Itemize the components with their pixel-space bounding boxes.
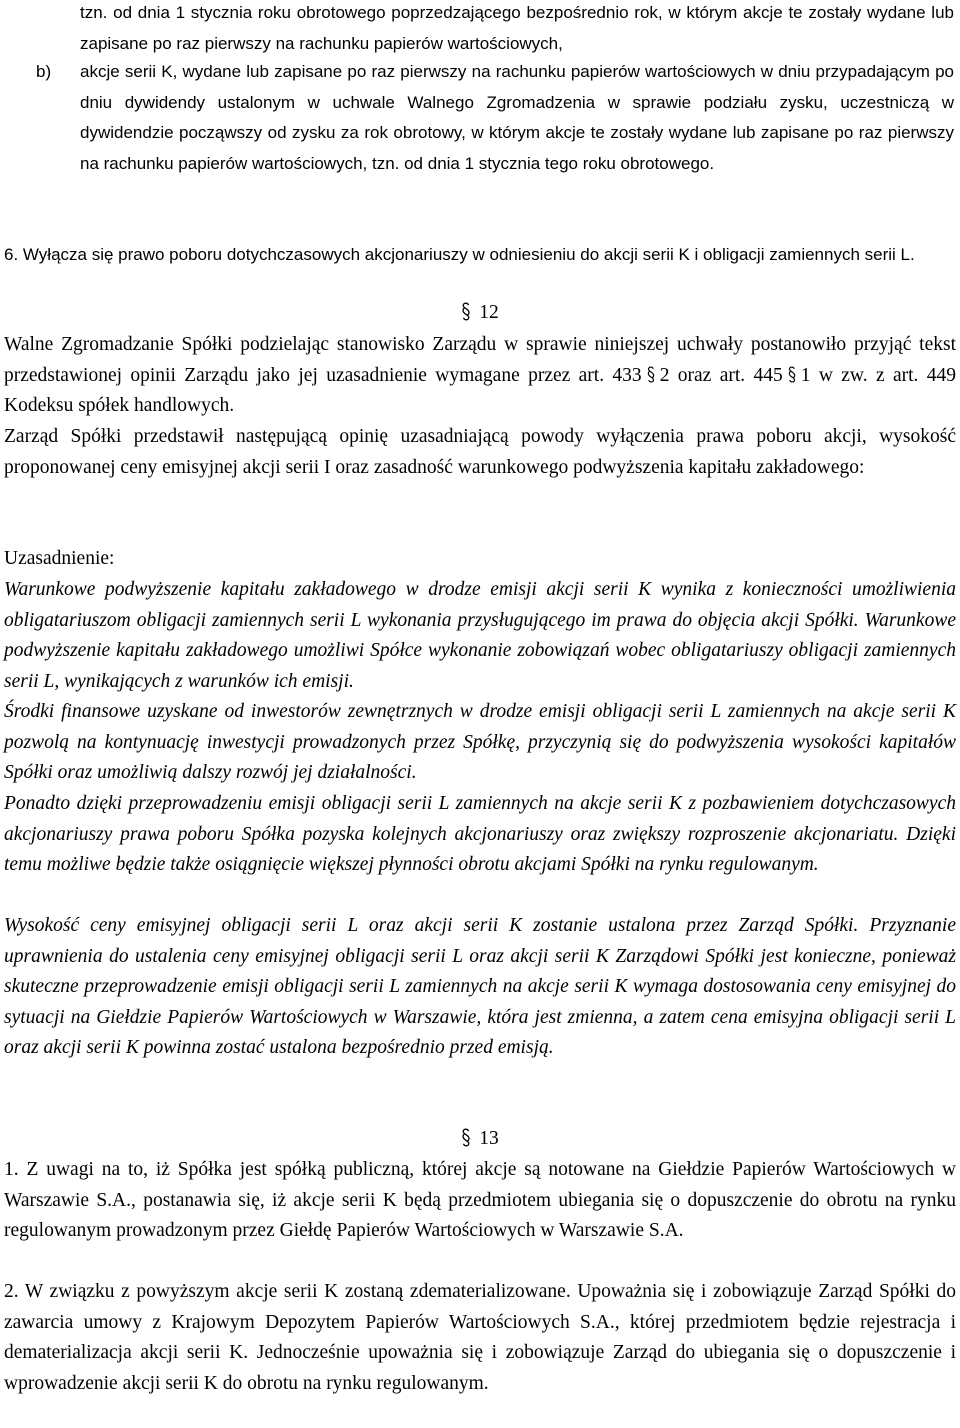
section-heading-13 [0, 1124, 960, 1154]
paragraph-text: 1 w zw. z art. 449 Kodeksu spółek handlowych. [4, 364, 957, 417]
paragraph-text: 2 oraz art. 445 [659, 364, 783, 386]
section-sign-icon [461, 302, 471, 321]
paragraph-12-a [4, 330, 956, 422]
section-sign-icon [787, 366, 797, 383]
section-number: 12 [479, 302, 499, 323]
justification-label: Uzasadnienie: [4, 548, 115, 569]
section-heading-12 [0, 298, 960, 328]
section-sign-icon [461, 1128, 471, 1147]
justification-paragraph-4: Wysokość ceny emisyjnej obligacji serii L oraz akcji serii K zostanie ustalona przez Zarząd Spółki. Przyznanie uprawnienia do ustalenia ceny emisyjnej obligacji serii L oraz akcji serii K Zarządowi Spółki jest konieczne, ponieważ skuteczne przeprowadzenie emisji obligacji serii L zamiennych na akcje serii K wymaga dostosowania ceny emisyjnej do sytuacji na Giełdzie Papierów Wartościowych w Warszawie, która jest zmienna, a zatem cena emisyjna obligacji serii L oraz akcji serii K powinna zostać ustalona bezpośrednio przed emisją. [4, 915, 956, 1059]
list-item-label: b) [36, 62, 52, 81]
paragraph-13-1: 1. Z uwagi na to, iż Spółka jest spółką publiczną, której akcje są notowane na Giełdzie Papierów Wartościowych w Warszawie S.A., postanawia się, iż akcje serii K będą przedmiotem ubiegania się o dopuszczenie do obrotu na rynku regulowanym prowadzonym przez Giełdę Papierów Wartościowych w Warszawie S.A. [4, 1159, 956, 1242]
justification-paragraph-3: Ponadto dzięki przeprowadzeniu emisji obligacji serii L zamiennych na akcje serii K z pozbawieniem dotychczasowych akcjonariuszy prawa poboru Spółka pozyska kolejnych akcjonariuszy oraz zwiększy rozproszenie akcjonariatu. Dzięki temu możliwe będzie także osiągnięcie większej płynności obrotu akcjami Spółki na rynku regulowanym. [4, 793, 956, 876]
paragraph-13-2: 2. W związku z powyższym akcje serii K zostaną zdematerializowane. Upoważnia się i zobowiązuje Zarząd Spółki do zawarcia umowy z Krajowym Depozytem Papierów Wartościowych S.A., której przedmiotem będzie rejestracja i dematerializacja akcji serii K. Jednocześnie upoważnia się i zobowiązuje Zarząd do ubiegania się o dopuszczenie i wprowadzenie akcji serii K do obrotu na rynku regulowanym. [4, 1281, 956, 1394]
section-number: 13 [479, 1128, 499, 1149]
section-sign-icon [646, 366, 656, 383]
justification-paragraph-1: Warunkowe podwyższenie kapitału zakładowego w drodze emisji akcji serii K wynika z konieczności umożliwienia obligatariuszom obligacji zamiennych serii L wykonania przysługującego im prawa do objęcia akcji Spółki. Warunkowe podwyższenie kapitału zakładowego umożliwi Spółce wykonanie zobowiązań wobec obligatariuszy obligacji zamiennych serii L, wynikających z warunków ich emisji. [4, 579, 956, 692]
paragraph-6: 6. Wyłącza się prawo poboru dotychczasowych akcjonariuszy w odniesieniu do akcji serii K i obligacji zamiennych serii L. [4, 245, 915, 264]
paragraph-continuation: tzn. od dnia 1 stycznia roku obrotowego poprzedzającego bezpośrednio rok, w którym akcje te zostały wydane lub zapisane po raz pierwszy na rachunku papierów wartościowych, [80, 3, 954, 53]
list-item-text: akcje serii K, wydane lub zapisane po raz pierwszy na rachunku papierów wartościowych w dniu przypadającym po dniu dywidendy ustalonym w uchwale Walnego Zgromadzenia w sprawie podziału zysku, uczestniczą w dywidendzie począwszy od zysku za rok obrotowy, w którym akcje te zostały wydane lub zapisane po raz pierwszy na rachunku papierów wartościowych, tzn. od dnia 1 stycznia tego roku obrotowego. [80, 62, 954, 173]
paragraph-12-b: Zarząd Spółki przedstawił następującą opinię uzasadniającą powody wyłączenia prawa poboru akcji, wysokość proponowanej ceny emisyjnej akcji serii I oraz zasadność warunkowego podwyższenia kapitału zakładowego: [4, 426, 956, 478]
paragraph-text: Walne Zgromadzanie Spółki podzielając stanowisko Zarządu w sprawie niniejszej uchwały postanowiło przyjąć tekst przedstawionej opinii Zarządu jako jej uzasadnienie wymagane przez art. 433 [4, 334, 956, 386]
justification-paragraph-2: Środki finansowe uzyskane od inwestorów zewnętrznych w drodze emisji obligacji serii L zamiennych na akcje serii K pozwolą na kontynuację inwestycji prowadzonych przez Spółkę, przyczynią się do podwyższenia wysokości kapitałów Spółki oraz umożliwią dalszy rozwój jej działalności. [4, 701, 956, 784]
